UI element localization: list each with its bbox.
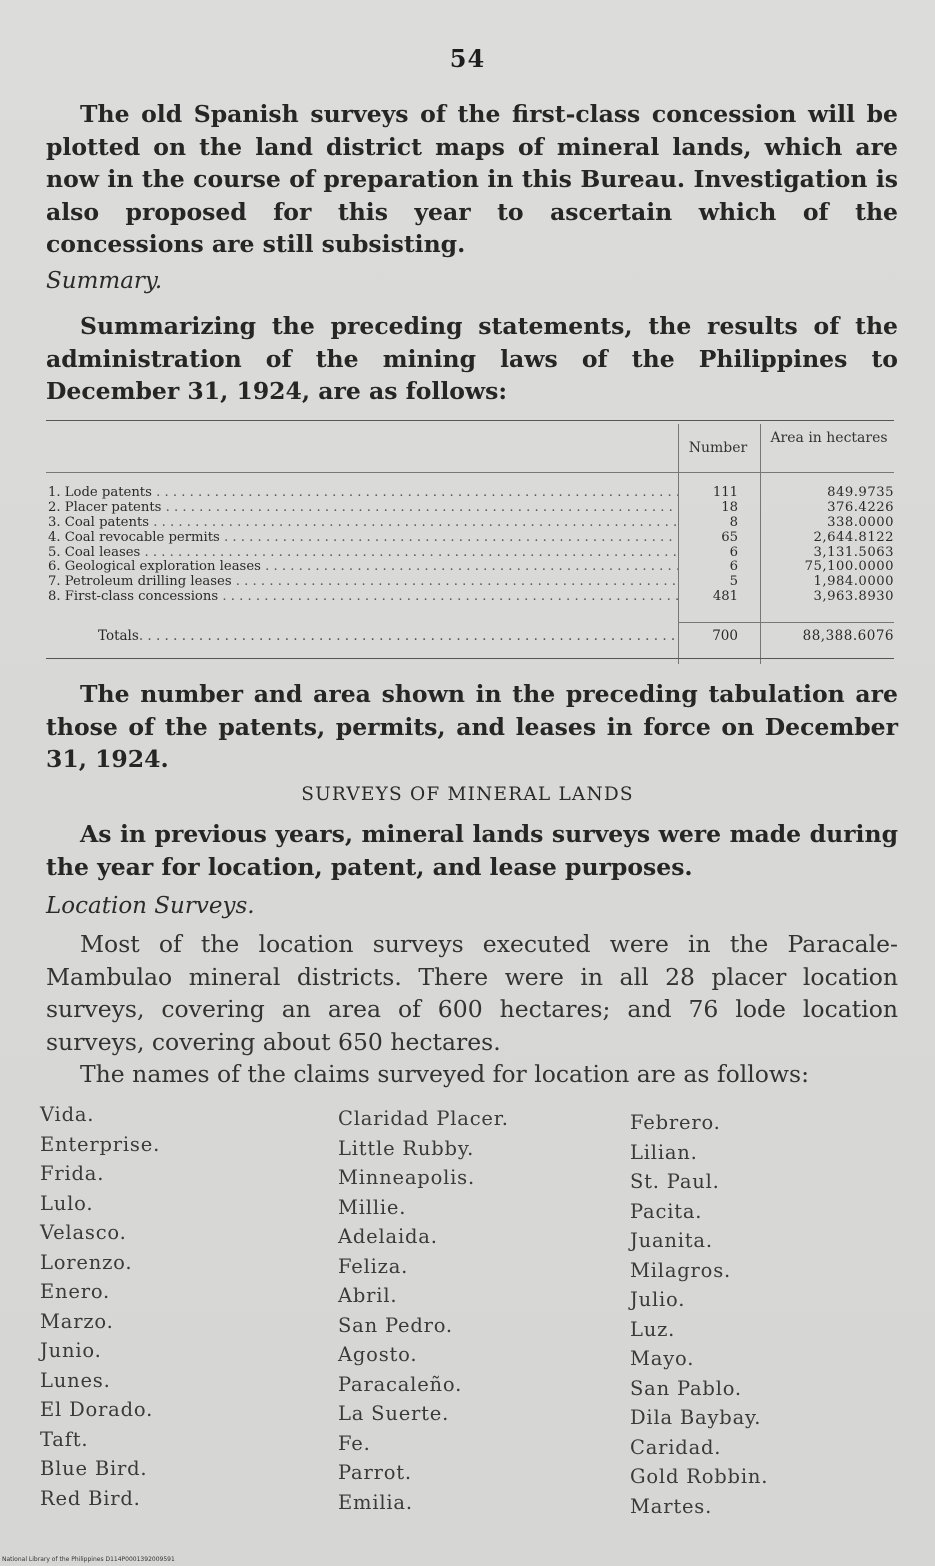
- table-bottom-rule: [46, 658, 894, 659]
- list-item: La Suerte.: [338, 1402, 450, 1425]
- list-item: Lilian.: [630, 1140, 698, 1164]
- list-item: Dila Baybay.: [630, 1406, 762, 1429]
- summary-table: [46, 420, 894, 664]
- section-heading: SURVEYS OF MINERAL LANDS: [301, 784, 634, 805]
- table-row: [46, 546, 894, 561]
- list-item: Claridad Placer.: [338, 1107, 509, 1130]
- page-number: 54: [449, 44, 486, 73]
- list-item: Vida.: [40, 1103, 95, 1126]
- summary-heading: Summary.: [46, 268, 163, 294]
- paragraph-location-surveys-text: Most of the location surveys executed were in the Paracale-Mambulao mineral districts. There were in all 28 placer location surveys, covering an area of 600 hectares; and 76 lode location surveys, covering about 650 hectares.: [46, 930, 898, 1056]
- paragraph-tabulation-note-text: The number and area shown in the preceding tabulation are those of the patents, permits, and leases in force on December 31, 1924.: [46, 680, 898, 773]
- claim-names-list: [40, 1100, 880, 1518]
- row-area: 1,984.0000: [813, 574, 894, 590]
- list-item: Velasco.: [40, 1221, 127, 1244]
- list-item: Adelaida.: [338, 1225, 438, 1248]
- table-row: [46, 486, 894, 501]
- totals-label: Totals . . .: [98, 628, 678, 644]
- header-rule: [46, 472, 894, 473]
- table-row: [46, 501, 894, 516]
- table-row: [46, 590, 894, 605]
- paragraph-surveys-text: As in previous years, mineral lands surveys were made during the year for location, patent, and lease purposes.: [46, 820, 898, 881]
- table-row: [46, 575, 894, 590]
- paragraph-claim-names-intro: [46, 1058, 898, 1091]
- totals-number: 700: [712, 628, 738, 644]
- row-number: 6: [729, 559, 738, 575]
- paragraph-spanish-surveys-text: The old Spanish surveys of the first-class concession will be plotted on the land district maps of mineral lands, which are now in the course of preparation in this Bureau. Investigation is also proposed for this year to ascertain which of the concessions are still subsisting.: [46, 100, 898, 258]
- row-label: 5. Coal leases . . .: [48, 546, 678, 561]
- paragraph-tabulation-note: [46, 678, 898, 776]
- list-item: St. Paul.: [630, 1170, 720, 1193]
- list-item: Emilia.: [338, 1490, 413, 1514]
- row-number: 481: [712, 589, 738, 605]
- list-item: Mayo.: [630, 1347, 695, 1370]
- list-item: Pacita.: [630, 1199, 703, 1223]
- row-area: 3,963.8930: [813, 589, 894, 605]
- table-row: [46, 560, 894, 575]
- list-item: Junio.: [40, 1339, 102, 1362]
- row-area: 338.0000: [827, 514, 894, 530]
- row-number: 111: [712, 485, 738, 500]
- header-number: Number: [688, 440, 748, 456]
- paragraph-location-surveys: [46, 928, 898, 1058]
- list-item: Lorenzo.: [40, 1250, 133, 1274]
- list-item: Febrero.: [630, 1111, 721, 1134]
- row-label: 2. Placer patents . . .: [48, 501, 678, 516]
- row-number: 5: [729, 574, 738, 590]
- list-item: San Pablo.: [630, 1376, 742, 1400]
- totals-area: 88,388.6076: [802, 628, 894, 644]
- row-number: 8: [729, 514, 738, 530]
- table-top-rule: [46, 420, 894, 421]
- claim-names-column-3: [630, 1108, 768, 1521]
- list-item: Feliza.: [338, 1254, 409, 1278]
- footer-attribution: National Library of the Philippines D114P0001392009591: [2, 1556, 175, 1563]
- row-label: 4. Coal revocable permits . . .: [48, 531, 678, 546]
- claim-names-column-1: [40, 1100, 160, 1513]
- paragraph-surveys: [46, 818, 898, 883]
- claim-names-column-2: [338, 1104, 509, 1517]
- list-item: Milagros.: [630, 1258, 732, 1282]
- list-item: Juanita.: [630, 1229, 713, 1252]
- row-area: 849.9735: [827, 485, 894, 500]
- paragraph-claim-names-intro-text: The names of the claims surveyed for location are as follows:: [80, 1060, 810, 1088]
- list-item: Taft.: [40, 1427, 89, 1451]
- paragraph-spanish-surveys: [46, 98, 898, 261]
- row-number: 6: [729, 544, 738, 560]
- row-area: 75,100.0000: [804, 559, 894, 575]
- location-surveys-heading: Location Surveys.: [46, 893, 255, 919]
- row-label: 3. Coal patents . . .: [48, 516, 678, 531]
- row-area: 3,131.5063: [813, 544, 894, 560]
- list-item: Fe.: [338, 1431, 371, 1455]
- list-item: Red Bird.: [40, 1486, 141, 1510]
- row-area: 2,644.8122: [813, 529, 894, 545]
- totals-rule: [678, 622, 894, 623]
- row-label: 6. Geological exploration leases . . .: [48, 560, 678, 575]
- table-body: [46, 486, 894, 605]
- list-item: San Pedro.: [338, 1313, 453, 1337]
- row-label: 8. First-class concessions . . .: [48, 590, 678, 605]
- list-item: Marzo.: [40, 1309, 114, 1333]
- list-item: Frida.: [40, 1162, 105, 1185]
- list-item: El Dorado.: [40, 1398, 154, 1421]
- list-item: Enero.: [40, 1280, 111, 1303]
- totals-row: [46, 628, 894, 648]
- paragraph-summary-text: Summarizing the preceding statements, the results of the administration of the mining laws of the Philippines to December 31, 1924, are as follows:: [46, 312, 898, 405]
- list-item: Lulo.: [40, 1191, 94, 1215]
- list-item: Agosto.: [338, 1343, 418, 1366]
- row-number: 18: [721, 499, 738, 515]
- list-item: Minneapolis.: [338, 1166, 475, 1189]
- list-item: Parrot.: [338, 1461, 412, 1484]
- list-item: Paracaleño.: [338, 1372, 463, 1396]
- list-item: Julio.: [630, 1288, 686, 1311]
- row-number: 65: [721, 529, 738, 545]
- row-label: 7. Petroleum drilling leases . . .: [48, 575, 678, 590]
- table-row: [46, 531, 894, 546]
- list-item: Caridad.: [630, 1435, 722, 1459]
- list-item: Enterprise.: [40, 1132, 161, 1156]
- row-label: 1. Lode patents . . .: [48, 486, 678, 501]
- list-item: Little Rubby.: [338, 1136, 475, 1160]
- list-item: Luz.: [630, 1317, 676, 1341]
- list-item: Lunes.: [40, 1368, 111, 1392]
- paragraph-summary: [46, 310, 898, 408]
- list-item: Abril.: [338, 1284, 398, 1307]
- table-row: [46, 516, 894, 531]
- list-item: Martes.: [630, 1494, 713, 1518]
- list-item: Gold Robbin.: [630, 1465, 769, 1488]
- list-item: Millie.: [338, 1195, 407, 1219]
- header-area: Area in hectares: [770, 430, 888, 446]
- list-item: Blue Bird.: [40, 1457, 148, 1480]
- row-area: 376.4226: [827, 499, 894, 515]
